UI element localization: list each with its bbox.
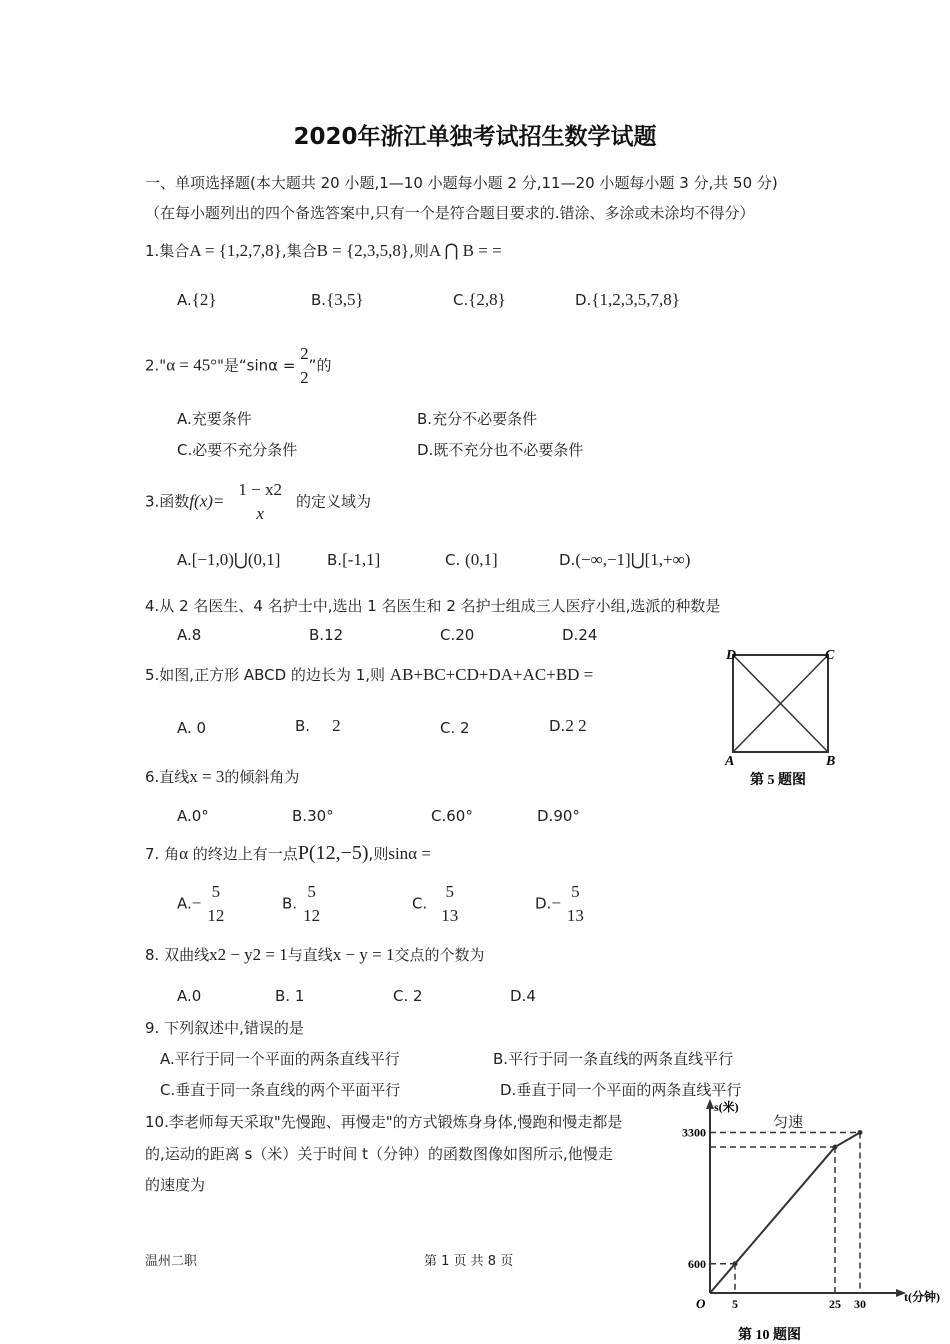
q3-option-c[interactable]: C. (0,1]	[445, 550, 498, 569]
footer-page-number: 第 1 页 共 8 页	[424, 1254, 514, 1269]
x-axis-label: t(分钟)	[904, 1290, 940, 1304]
q1-set-a: A = {1,2,7,8}	[189, 241, 282, 260]
question-9: 9. 下列叙述中,错误的是	[145, 1019, 304, 1037]
q1-option-b[interactable]: B.{3,5}	[311, 290, 364, 309]
q4-option-c[interactable]: C.20	[440, 626, 475, 644]
question-3: 3.函数f(x)= 1 − x2 x 的定义域为	[145, 478, 371, 526]
question-10-line-3: 的速度为	[145, 1176, 206, 1194]
q9-option-b[interactable]: B.平行于同一条直线的两条直线平行	[493, 1050, 734, 1068]
q5-vector-sum: AB+BC+CD+DA+AC+BD =	[389, 665, 594, 684]
q5-option-c[interactable]: C. 2	[440, 719, 470, 737]
question-2: 2."α = 45°"是“sinα = 2 2 ”的	[145, 342, 331, 390]
section-instructions: （在每小题列出的四个备选答案中,只有一个是符合题目要求的.错涂、多涂或未涂均不得分）	[145, 204, 755, 222]
question-10-line-1b: 匀速	[773, 1113, 804, 1131]
q1-mid: ,集合	[281, 242, 317, 260]
q3-option-d[interactable]: D.(−∞,−1]⋃[1,+∞)	[559, 550, 691, 569]
q4-option-b[interactable]: B.12	[309, 626, 344, 644]
q6-option-a[interactable]: A.0°	[177, 807, 209, 825]
q2-option-c[interactable]: C.必要不充分条件	[177, 441, 298, 459]
q1-option-c[interactable]: C.{2,8}	[453, 290, 506, 309]
footer-school: 温州二职	[145, 1254, 198, 1269]
page-title: 2020年浙江单独考试招生数学试题	[293, 124, 657, 150]
q2-angle: α = 45°	[166, 355, 218, 375]
question-10-line-1: 10.李老师每天采取"先慢跑、再慢走"的方式锻炼身身体,慢跑和慢走都是	[145, 1113, 623, 1131]
vertex-c: C	[825, 648, 835, 663]
q5-option-b[interactable]: B. 2	[295, 716, 341, 735]
figure-5-caption: 第 5 题图	[750, 773, 806, 788]
y-axis-arrow	[706, 1099, 714, 1109]
q1-ask: A ⋂ B = =	[428, 241, 502, 260]
q1-option-d[interactable]: D.{1,2,3,5,7,8}	[575, 290, 680, 309]
q8-option-a[interactable]: A.0	[177, 987, 202, 1005]
distance-series-line	[710, 1132, 860, 1293]
q2-option-a[interactable]: A.充要条件	[177, 410, 252, 428]
q6-option-d[interactable]: D.90°	[537, 807, 580, 825]
q6-option-c[interactable]: C.60°	[431, 807, 473, 825]
question-6: 6.直线x = 3的倾斜角为	[145, 767, 300, 786]
q5-option-d[interactable]: D.2 2	[549, 716, 587, 735]
y-axis-label: s(米)	[714, 1100, 739, 1114]
q8-option-c[interactable]: C. 2	[393, 987, 423, 1005]
q8-line: x − y = 1	[332, 945, 395, 964]
question-7: 7. 角α 的终边上有一点P(12,−5),则sinα =	[145, 842, 431, 864]
q9-option-a[interactable]: A.平行于同一个平面的两条直线平行	[160, 1050, 400, 1068]
q3-option-a[interactable]: A.[−1,0)⋃(0,1]	[177, 550, 281, 569]
question-10-line-2: 的,运动的距离 s（米）关于时间 t（分钟）的函数图像如图所示,他慢走	[145, 1145, 613, 1163]
q6-line: x = 3	[189, 767, 225, 786]
q3-option-b[interactable]: B.[-1,1]	[327, 550, 381, 569]
q2-fraction: 2 2	[300, 344, 309, 387]
section-heading: 一、单项选择题(本大题共 20 小题,1—10 小题每小题 2 分,11—20 小题每小题 3 分,共 50 分)	[145, 174, 778, 192]
q7-option-b[interactable]: B. 5 12	[282, 882, 321, 925]
q1-prefix: 1.集合	[145, 242, 190, 260]
q9-option-d[interactable]: D.垂直于同一个平面的两条直线平行	[500, 1081, 742, 1099]
y-tick-label: 600	[688, 1256, 706, 1271]
vertex-b: B	[826, 754, 836, 769]
square-figure	[718, 642, 848, 792]
question-1	[145, 240, 502, 261]
q7-option-a[interactable]: A.− 5 12	[177, 882, 225, 925]
q7-point: P(12,−5)	[297, 842, 369, 864]
x-tick-label: 30	[854, 1297, 866, 1311]
q1-end: ,则	[409, 242, 429, 260]
q1-option-a[interactable]: A.{2}	[177, 290, 217, 309]
origin-label: O	[696, 1296, 706, 1311]
q5-option-a[interactable]: A. 0	[177, 719, 207, 737]
q8-option-d[interactable]: D.4	[510, 987, 536, 1005]
q2-option-d[interactable]: D.既不充分也不必要条件	[417, 441, 584, 459]
q6-option-b[interactable]: B.30°	[292, 807, 334, 825]
x-tick-label: 25	[829, 1297, 841, 1311]
q7-ask: sinα =	[388, 844, 431, 863]
q3-fraction: 1 − x2 x	[238, 480, 282, 523]
question-8: 8. 双曲线x2 − y2 = 1与直线x − y = 1交点的个数为	[145, 945, 485, 964]
q2-option-b[interactable]: B.充分不必要条件	[417, 410, 538, 428]
question-5: 5.如图,正方形 ABCD 的边长为 1,则 AB+BC+CD+DA+AC+BD =	[145, 665, 594, 684]
q3-function: f(x)=	[189, 491, 225, 511]
distance-time-graph	[660, 1100, 940, 1344]
vertex-d: D	[726, 648, 737, 663]
x-tick-label: 5	[732, 1297, 738, 1311]
q7-option-d[interactable]: D.− 5 13	[535, 882, 584, 925]
q4-option-d[interactable]: D.24	[562, 626, 598, 644]
q4-option-a[interactable]: A.8	[177, 626, 202, 644]
q8-hyperbola: x2 − y2 = 1	[209, 945, 288, 964]
vertex-a: A	[725, 754, 735, 769]
q9-option-c[interactable]: C.垂直于同一条直线的两个平面平行	[160, 1081, 401, 1099]
q8-option-b[interactable]: B. 1	[275, 987, 305, 1005]
q7-option-c[interactable]: C. 5 13	[412, 882, 459, 925]
y-tick-label: 3300	[682, 1125, 706, 1140]
question-4: 4.从 2 名医生、4 名护士中,选出 1 名医生和 2 名护士组成三人医疗小组,选派的种数是	[145, 597, 721, 615]
q1-set-b: B = {2,3,5,8}	[316, 241, 410, 260]
figure-10-caption: 第 10 题图	[738, 1328, 801, 1343]
